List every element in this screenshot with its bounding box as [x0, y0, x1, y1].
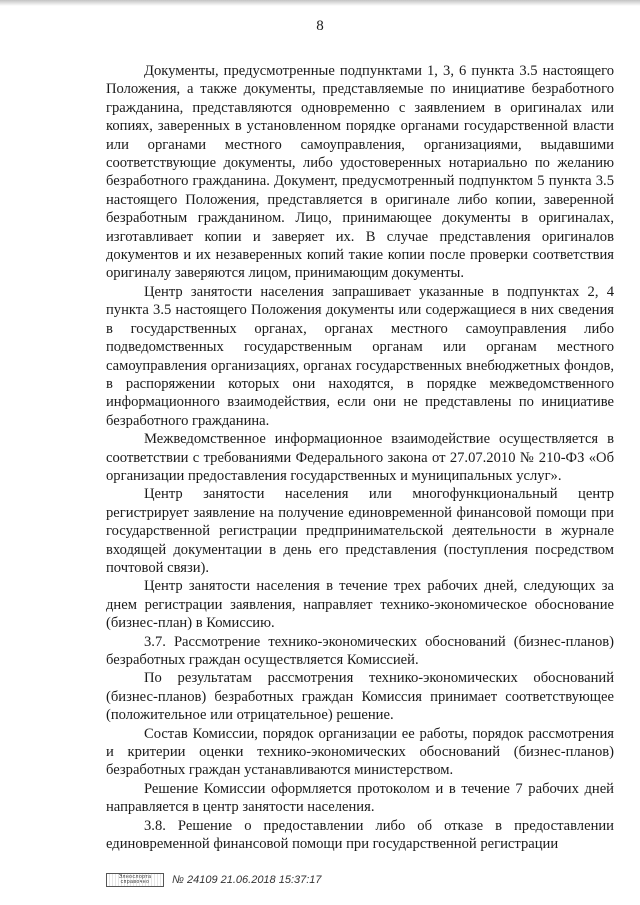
paragraph-business-plan-forwarding: Центр занятости населения в течение трех рабочих дней, следующих за днем регистрации заявления, направляет технико-экономическое обоснование (бизнес-план) в Комиссию. [106, 578, 614, 632]
page-number: 8 [316, 18, 324, 34]
footer-registration [106, 872, 322, 888]
registration-stamp [106, 873, 164, 887]
paragraph-documents-submission: Документы, предусмотренные подпунктами 1, 3, 6 пункта 3.5 настоящего Положения, а также документы, представляемые по инициативе безработного гражданина, представляются одновременно с заявлением в оригиналах или копиях, заверенных в установленном порядке органами государственной власти или органами местного самоуправления, организациями, выдавшими соответствующие документы, либо удостоверенных нотариально по желанию безработного гражданина. Документ, предусмотренный подпунктом 5 пункта 3.5 настоящего Положения, представляется в оригинале либо копии, заверенной безработным гражданином. Лицо, принимающее документы в оригиналах, изготавливает копии и заверяет их. В случае представления оригиналов документов и их незаверенных копий такие копии после проверки соответствия оригиналу заверяются лицом, принимающим документы. [106, 63, 614, 282]
scan-edge-shadow [0, 0, 640, 6]
paragraph-commission-protocol: Решение Комиссии оформляется протоколом и в течение 7 рабочих дней направляется в центр занятости населения. [106, 780, 614, 816]
paragraph-interagency-interaction: Межведомственное информационное взаимодействие осуществляется в соответствии с требованиями Федерального закона от 27.07.2010 № 210-ФЗ «Об организации предоставления государственных и муниципальных услуг». [106, 431, 614, 484]
paragraph-section-3-7: 3.7. Рассмотрение технико-экономических обоснований (бизнес-планов) безработных граждан осуществляется Комиссией. [106, 633, 614, 668]
stamp-line-2: справочно [120, 879, 150, 885]
paragraph-commission-composition: Состав Комиссии, порядок организации ее работы, порядок рассмотрения и критерии оценки технико-экономических обоснований (бизнес-планов) безработных граждан устанавливаются министерством. [106, 725, 614, 779]
registration-number: № 24109 21.06.2018 15:37:17 [172, 874, 322, 886]
document-body [106, 62, 614, 853]
paragraph-employment-center-request: Центр занятости населения запрашивает указанные в подпунктах 2, 4 пункта 3.5 настоящего Положения документы или содержащиеся в них сведения в государственных органах, органах местного самоуправления либо подведомственных государственным органам или органам местного самоуправления организациях, органах государственных внебюджетных фондов, в распоряжении которых они находятся, в порядке межведомственного информационного взаимодействия, если они не представлены по инициативе безработного гражданина. [106, 283, 614, 429]
paragraph-application-registration: Центр занятости населения или многофункциональный центр регистрирует заявление на получение единовременной финансовой помощи при государственной регистрации предпринимательской деятельности в журнале входящей документации в день его представления (поступления посредством почтовой связи). [106, 486, 614, 576]
stamp-line-1: Элнослорта [118, 874, 152, 880]
paragraph-commission-decision: По результатам рассмотрения технико-экономических обоснований (бизнес-планов) безработных граждан Комиссия принимает соответствующее (положительное или отрицательное) решение. [106, 670, 614, 724]
paragraph-section-3-8: 3.8. Решение о предоставлении либо об отказе в предоставлении единовременной финансовой помощи при государственной регистрации [106, 817, 614, 853]
